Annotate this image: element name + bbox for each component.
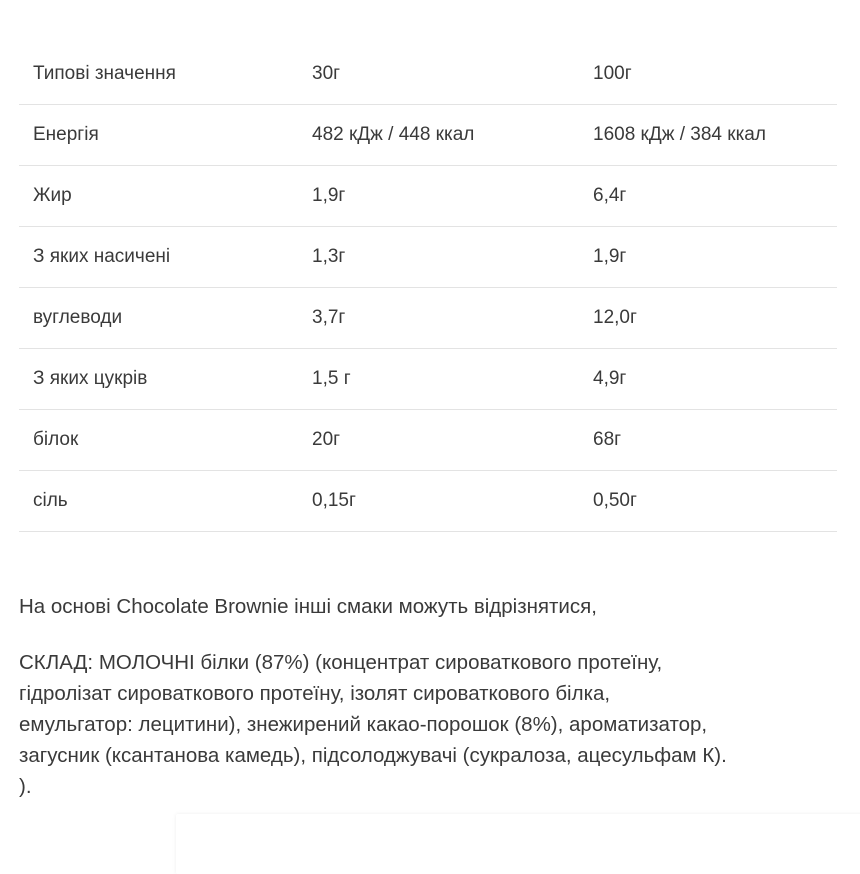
value-per-30g: 20г xyxy=(312,410,593,471)
value-per-100g: 100г xyxy=(593,44,837,105)
nutrient-name: білок xyxy=(19,410,312,471)
value-per-100g: 4,9г xyxy=(593,349,837,410)
ingredients-line: ). xyxy=(19,775,32,798)
table-row xyxy=(19,105,837,166)
nutrient-name: Енергія xyxy=(19,105,312,166)
nutrient-name: Жир xyxy=(19,166,312,227)
nutrient-name: З яких цукрів xyxy=(19,349,312,410)
nutrient-name: сіль xyxy=(19,471,312,532)
value-per-100g: 1608 кДж / 384 ккал xyxy=(593,105,837,166)
table-row xyxy=(19,166,837,227)
ingredients-line: емульгатор: лецитини), знежирений какао-порошок (8%), ароматизатор, xyxy=(19,713,708,736)
value-per-100g: 1,9г xyxy=(593,227,837,288)
ingredients-line: СКЛАД: МОЛОЧНІ білки (87%) (концентрат сироваткового протеїну, xyxy=(19,651,663,674)
flavor-note: На основі Chocolate Brownie інші смаки можуть відрізнятися, xyxy=(19,595,597,618)
nutrient-name: вуглеводи xyxy=(19,288,312,349)
table-row xyxy=(19,288,837,349)
table-row xyxy=(19,44,837,105)
value-per-100g: 12,0г xyxy=(593,288,837,349)
value-per-100g: 6,4г xyxy=(593,166,837,227)
value-per-100g: 68г xyxy=(593,410,837,471)
value-per-30g: 3,7г xyxy=(312,288,593,349)
table-row xyxy=(19,349,837,410)
ingredients-line: гідролізат сироваткового протеїну, ізолят сироваткового білка, xyxy=(19,682,611,705)
table-row xyxy=(19,410,837,471)
ingredients-line: загусник (ксантанова камедь), підсолоджувачі (сукралоза, ацесульфам К). xyxy=(19,744,727,767)
ingredients-text xyxy=(19,647,849,802)
value-per-30g: 0,15г xyxy=(312,471,593,532)
value-per-100g: 0,50г xyxy=(593,471,837,532)
table-row xyxy=(19,227,837,288)
bottom-card xyxy=(176,814,860,874)
value-per-30g: 30г xyxy=(312,44,593,105)
table-row xyxy=(19,471,837,532)
value-per-30g: 1,9г xyxy=(312,166,593,227)
value-per-30g: 1,3г xyxy=(312,227,593,288)
nutrition-table xyxy=(19,44,837,532)
nutrient-name: З яких насичені xyxy=(19,227,312,288)
nutrient-name: Типові значення xyxy=(19,44,312,105)
value-per-30g: 1,5 г xyxy=(312,349,593,410)
value-per-30g: 482 кДж / 448 ккал xyxy=(312,105,593,166)
